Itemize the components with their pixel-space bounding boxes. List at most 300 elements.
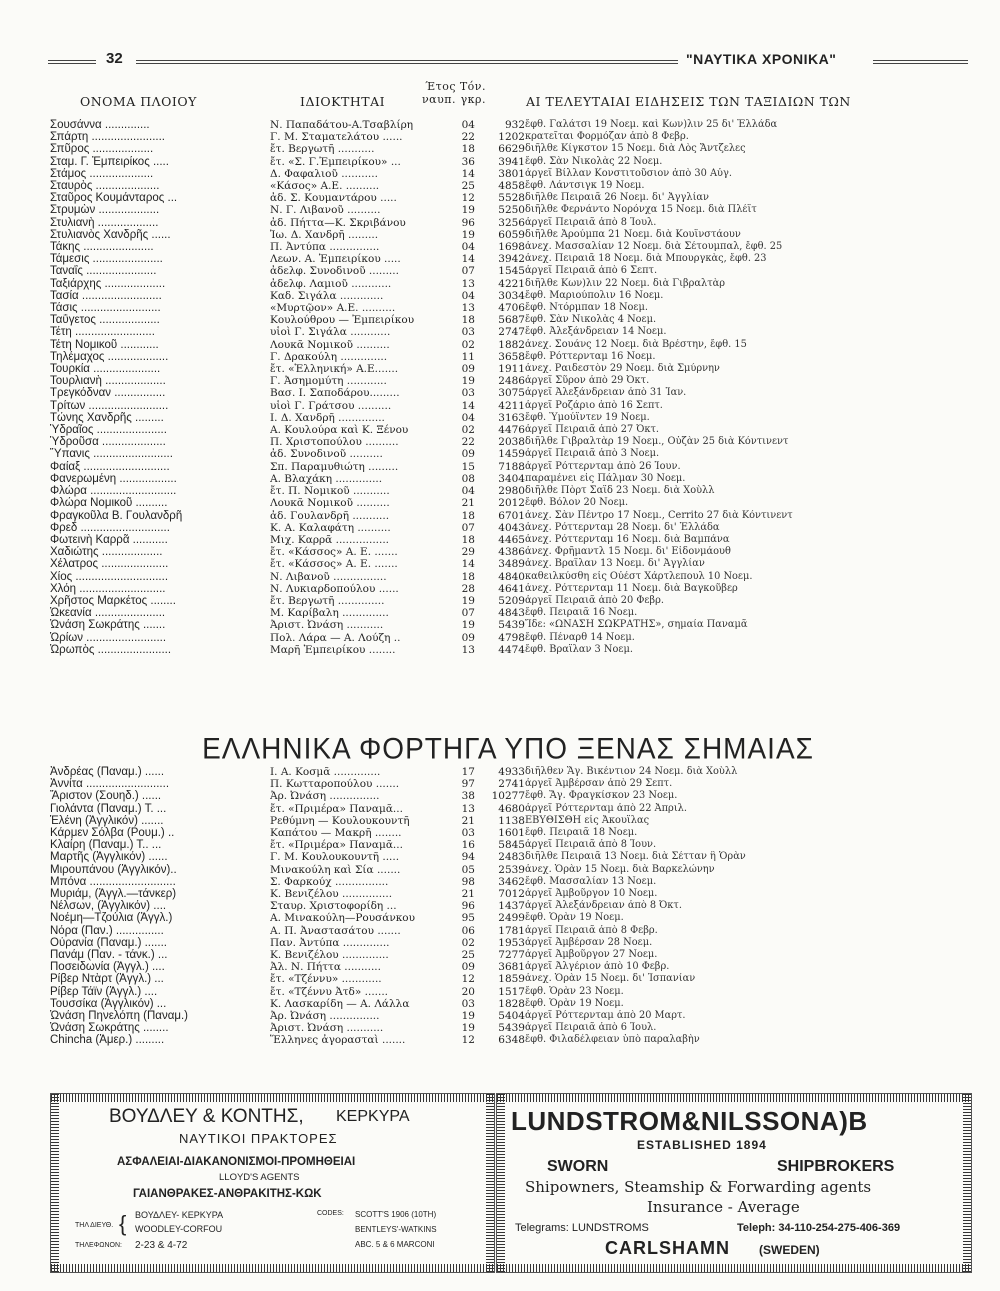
- ship-name: Νέλσων, (Ἀγγλικόν) ....: [50, 900, 167, 913]
- ship-name: Νόρα (Παν.) ...............: [50, 924, 164, 937]
- voyage-news: παραμένει εἰς Πάλμαν 30 Νοεμ.: [525, 472, 686, 484]
- ship-name: Χρῆστος Μαρκέτος ........: [50, 594, 176, 607]
- ship-name: Σταμ. Γ. Ἐμπειρίκος .....: [50, 155, 169, 168]
- table-row: [50, 839, 975, 851]
- owner: ἔτ. Π. Νομικοῦ ...........: [270, 485, 390, 498]
- owner: Λεων. Α. Ἐμπειρίκου .....: [270, 253, 401, 266]
- voyage-news: ἔφθ. Ρόττερνταμ 16 Νοεμ.: [525, 350, 656, 362]
- ad-left-codes-label: CODES:: [317, 1210, 344, 1217]
- ad-right-line1: Shipowners, Steamship & Forwarding agents: [525, 1178, 872, 1196]
- voyage-news: ἀργεῖ Πειραιᾶ ἀπὸ 3 Νοεμ.: [525, 448, 660, 460]
- ship-name: Μυριάμ, (Ἀγγλ.—τάνκερ): [50, 888, 177, 901]
- voyage-news: ἔφθ. Ἅγ. Φραγκίσκον 23 Νοεμ.: [525, 790, 678, 802]
- owner: Γ. Μ. Κουλουκουντῆ .....: [270, 851, 400, 864]
- voyage-news: ἀργεῖ Βίλλαν Κονστιτοῦσιον ἀπὸ 30 Αὐγ.: [525, 167, 732, 179]
- table-row: [50, 265, 975, 277]
- voyage-news: ἀνεχ. Ραιδεστὸν 29 Νοεμ. διὰ Σμύρνην: [525, 363, 720, 375]
- owner: Α. Π. Ἀναστασάτου .......: [270, 924, 401, 937]
- year-built: 14: [461, 167, 475, 180]
- table-row: [50, 558, 975, 570]
- year-built: 03: [461, 827, 475, 840]
- column-header-news: ΑΙ ΤΕΛΕΥΤΑΙΑΙ ΕΙΔΗΣΕΙΣ ΤΩΝ ΤΑΞΙΔΙΩΝ ΤΩΝ: [526, 94, 851, 109]
- ship-name: Ποσειδωνία (Ἀγγλ.) ....: [50, 961, 165, 974]
- tonnage: 10277: [491, 790, 525, 803]
- tonnage: 5439: [498, 1022, 525, 1035]
- section-title: ΕΛΛΗΝΙΚΑ ΦΟΡΤΗΓΑ ΥΠΟ ΞΕΝΑΣ ΣΗΜΑΙΑΣ: [202, 732, 814, 765]
- table-row: [50, 253, 975, 265]
- table-row: [50, 607, 975, 619]
- owner: Μαρῆ Ἐμπειρίκου ........: [270, 643, 396, 656]
- ad-right-telegrams: Telegrams: LUNDSTROMS: [515, 1222, 649, 1234]
- year-built: 25: [461, 949, 475, 962]
- owner: Κ. Βενιζέλου ...............: [270, 888, 393, 901]
- year-built: 19: [461, 1010, 475, 1023]
- ad-right-line2: Insurance - Average: [647, 1198, 800, 1216]
- voyage-news: ἔφθ. Μαριούπολιν 16 Νοεμ.: [525, 289, 664, 301]
- tonnage: 2499: [498, 912, 525, 925]
- voyage-news: ἀργεῖ Ροζάριο ἀπὸ 16 Σεπτ.: [525, 399, 663, 411]
- year-built: 15: [461, 460, 475, 473]
- voyage-news: διῆλθεν Ἅγ. Βικέντιον 24 Νοεμ. διὰ Χοὺλλ: [525, 766, 738, 777]
- ship-name: Φραγκοῦλα Β. Γουλανδρῆ: [50, 509, 183, 522]
- year-built: 29: [461, 546, 475, 559]
- voyage-news: ΕΒΥΘΙΣΘΗ εἰς Ἀκουΐλας: [525, 814, 650, 826]
- year-built: 38: [461, 790, 475, 803]
- voyage-news: ἀνεχ. Σὰν Πέντρο 17 Νοεμ., Cerrito 27 διὰ Κόντινεντ: [525, 509, 793, 521]
- year-built: 13: [461, 302, 475, 315]
- ship-name: Τάμεσις ......................: [50, 253, 163, 266]
- year-built: 04: [461, 289, 475, 302]
- owner: Ρεθύμνη — Κουλουκουντῆ: [270, 814, 410, 827]
- tonnage: 6059: [498, 228, 525, 241]
- year-built: 04: [461, 485, 475, 498]
- year-built: 02: [461, 338, 475, 351]
- owner: Π. Ἀντύπα ...............: [270, 241, 380, 254]
- year-built: 03: [461, 997, 475, 1010]
- tonnage: 2486: [498, 375, 525, 388]
- owner: Καπάτου — Μακρῆ ........: [270, 827, 402, 840]
- owner: Ἰω. Δ. Χανδρῆ .........: [270, 228, 379, 241]
- owner: Γ. Δρακούλη ..............: [270, 350, 388, 363]
- ad-border-top: [51, 1094, 494, 1102]
- owner: ἀδελφ. Λαμιοῦ ............: [270, 277, 392, 290]
- tonnage: 1138: [498, 814, 525, 827]
- table-row: [50, 632, 975, 644]
- owner: Ἀρ. Ὠνάση ...............: [270, 790, 380, 803]
- ad-border-left: [51, 1094, 59, 1272]
- ship-name: Κλαίρη (Παναμ.) Τ.. ...: [50, 839, 162, 852]
- column-header-year: Έτος ναυπ.: [421, 80, 456, 106]
- table-row: [50, 485, 975, 497]
- ship-name: Χαδιώτης ...................: [50, 546, 163, 559]
- ship-name: Ὠρωπὸς .......................: [50, 643, 172, 656]
- voyage-news: ἀργεῖ Πειραιᾶ ἀπὸ 8 Ἰουν.: [525, 839, 657, 851]
- voyage-news: ἔφθ. Βραΐλαν 3 Νοεμ.: [525, 643, 633, 655]
- voyage-news: ἀργεῖ Ἀλγέριον ἀπὸ 10 Φεβρ.: [525, 961, 670, 973]
- table-row: [50, 1034, 975, 1046]
- year-built: 02: [461, 936, 475, 949]
- year-built: 04: [461, 241, 475, 254]
- tonnage: 1698: [498, 241, 525, 254]
- ad-right-city: CARLSHAMN: [605, 1238, 730, 1258]
- year-built: 98: [461, 875, 475, 888]
- ship-name: Μαρτῆς (Ἀγγλικόν) ......: [50, 851, 168, 864]
- ship-name: Ἄριστον (Σουηδ.) ......: [50, 790, 162, 803]
- table-row: [50, 229, 975, 241]
- owner: Μινακούλη καὶ Σία .......: [270, 863, 401, 876]
- tonnage: 4476: [498, 424, 525, 437]
- ship-name: Τασία .........................: [50, 289, 162, 302]
- year-built: 11: [461, 350, 475, 363]
- table-row: [50, 998, 975, 1010]
- table-row: [50, 436, 975, 448]
- owner: Ἕλληνες ἀγορασταὶ .......: [270, 1034, 406, 1047]
- voyage-news: ἔφθ. Πειραιᾶ 18 Νοεμ.: [525, 827, 638, 839]
- year-built: 95: [461, 912, 475, 925]
- voyage-news: κρατεῖται Φορμόζαν ἀπὸ 8 Φεβρ.: [525, 131, 689, 143]
- tonnage: 3489: [498, 558, 525, 571]
- table-row: [50, 790, 975, 802]
- year-built: 18: [461, 143, 475, 156]
- ship-name: Ἀννίτα ..........................: [50, 778, 170, 791]
- table-row: [50, 363, 975, 375]
- voyage-news: καθειλκύσθη εἰς Οὐέστ Χάρτλεπουλ 10 Νοεμ.: [525, 570, 753, 582]
- voyage-news: ἔφθ. Φιλαδέλφειαν ὑπὸ παραλαβὴν: [525, 1034, 700, 1046]
- table-row: [50, 302, 975, 314]
- owner: Α. Κουλούρα καὶ Κ. Ξένου: [270, 424, 409, 437]
- ad-left-tel-label: ΤΗΛ ΔΙΕΥΘ.: [75, 1222, 114, 1229]
- ad-woodley-kontis: [50, 1093, 495, 1273]
- ship-name: Στυλιανὸς Χανδρῆς ......: [50, 228, 171, 241]
- table-row: [50, 204, 975, 216]
- owner: Γ. Μ. Σταματελάτου ......: [270, 131, 403, 144]
- year-built: 07: [461, 607, 475, 620]
- greek-ships-table: [50, 119, 975, 656]
- table-row: [50, 314, 975, 326]
- tonnage: 4043: [498, 521, 525, 534]
- tonnage: 3163: [498, 411, 525, 424]
- table-row: [50, 326, 975, 338]
- owner: Ἀριστ. Ὠνάση ...........: [270, 1022, 384, 1035]
- ship-name: Τέτη Νομικοῦ ............: [50, 338, 159, 351]
- tonnage: 3034: [498, 289, 525, 302]
- tonnage: 5250: [498, 204, 525, 217]
- table-row: [50, 400, 975, 412]
- year-built: 05: [461, 863, 475, 876]
- table-row: [50, 290, 975, 302]
- ship-name: Φωτεινὴ Καρρᾶ ...........: [50, 533, 168, 546]
- owner: ἀδελφ. Συνοδινοῦ .........: [270, 265, 399, 278]
- ship-name: Στυλιανὴ ...................: [50, 216, 159, 229]
- voyage-news: ἀργεῖ Ἀλεξάνδρειαν ἀπὸ 8 Ὀκτ.: [525, 900, 682, 912]
- voyage-news: ἀνεχ. Ὁρὰν 15 Νοεμ. διὰ Βαρκελώνην: [525, 863, 715, 875]
- ship-name: Ὠνάση Σωκράτης .......: [50, 619, 166, 632]
- owner: Παν. Ἀντύπα ..............: [270, 936, 390, 949]
- voyage-news: ἔφθ. Λάντσιγκ 19 Νοεμ.: [525, 180, 645, 192]
- voyage-news: ἔφθ. Βόλον 20 Νοεμ.: [525, 497, 629, 509]
- ship-name: Χίος .............................: [50, 570, 169, 583]
- tonnage: 2483: [498, 851, 525, 864]
- ship-name: Οὐρανία (Παναμ.) .......: [50, 936, 167, 949]
- table-row: [50, 766, 975, 778]
- tonnage: 1202: [498, 131, 525, 144]
- owner: Ν. Γ. Λιβανοῦ ..........: [270, 204, 381, 217]
- ad-border-left: [497, 1094, 505, 1272]
- year-built: 17: [461, 766, 475, 778]
- owner: υἱοὶ Γ. Γράτσου ..........: [270, 399, 392, 412]
- table-row: [50, 876, 975, 888]
- tonnage: 1781: [498, 924, 525, 937]
- voyage-news: διῆλθε Ἀρούμπα 21 Νοεμ. διὰ Κουΐνστάουν: [525, 228, 741, 240]
- voyage-news: ἀργεῖ Ρόττερνταμ ἀπὸ 20 Μαρτ.: [525, 1010, 686, 1022]
- year-built: 94: [461, 851, 475, 864]
- ship-name: Τώνης Χανδρῆς .........: [50, 411, 164, 424]
- table-row: [50, 900, 975, 912]
- table-row: [50, 473, 975, 485]
- ship-name: Ὡρίων .........................: [50, 631, 167, 644]
- owner: ἀδ. Γουλανδρῆ ...........: [270, 509, 390, 522]
- year-built: 18: [461, 314, 475, 327]
- ad-left-tel2: WOODLEY-CORFOU: [135, 1224, 223, 1234]
- ad-left-subtitle: ΝΑΥΤΙΚΟΙ ΠΡΑΚΤΟΡΕΣ: [179, 1131, 338, 1146]
- year-built: 97: [461, 778, 475, 791]
- table-row: [50, 803, 975, 815]
- tonnage: 1828: [498, 997, 525, 1010]
- tonnage: 5209: [498, 594, 525, 607]
- table-row: [50, 864, 975, 876]
- owner: Κ. Βενιζέλου ..............: [270, 949, 389, 962]
- voyage-news: ἀργεῖ Πειραιᾶ ἀπὸ 8 Ἰουλ.: [525, 216, 657, 228]
- year-built: 19: [461, 375, 475, 388]
- owner: ἔτ. «Τζέννυ» ............: [270, 973, 382, 986]
- year-built: 12: [461, 973, 475, 986]
- table-row: [50, 387, 975, 399]
- table-row: [50, 937, 975, 949]
- tonnage: 3462: [498, 875, 525, 888]
- owner: Ἀριστ. Ὠνάση ...........: [270, 619, 384, 632]
- header-rule-left: [48, 60, 96, 64]
- ad-left-phone-label: ΤΗΛΕΦΩΝΟΝ:: [75, 1242, 122, 1249]
- tonnage: 3942: [498, 253, 525, 266]
- owner: Α. Βλαχάκη ..............: [270, 472, 383, 485]
- owner: ἔτ. «Σ. Γ.Ἐμπειρίκου» ...: [270, 155, 401, 168]
- table-row: [50, 168, 975, 180]
- table-row: [50, 888, 975, 900]
- ship-name: Ταΰγετος ...................: [50, 314, 160, 327]
- year-built: 22: [461, 131, 475, 144]
- voyage-news: ἀνεχ. Μασσαλίαν 12 Νοεμ. διὰ Σέτουμπαλ, ἔφθ. 25: [525, 241, 783, 253]
- owner: Σ. Φαρκούχ ................: [270, 875, 389, 888]
- tonnage: 1459: [498, 448, 525, 461]
- tonnage: 4706: [498, 302, 525, 315]
- ad-right-sworn: SWORN: [547, 1158, 609, 1175]
- owner: ἔτ. Βεργωτῆ ...........: [270, 143, 375, 156]
- table-row: [50, 619, 975, 631]
- ship-name: Τρίτων .........................: [50, 399, 169, 412]
- year-built: 16: [461, 839, 475, 852]
- tonnage: 2741: [498, 778, 525, 791]
- ship-name: Τρεγκόδναν ................: [50, 387, 166, 400]
- voyage-news: ἔφθ. Ἀλεξάνδρειαν 14 Νοεμ.: [525, 326, 667, 338]
- ad-left-title: ΒΟΥΔΛΕΥ & ΚΟΝΤΗΣ,: [109, 1106, 304, 1127]
- owner: Ι. Α. Κοσμᾶ ..............: [270, 766, 381, 778]
- year-built: 12: [461, 1034, 475, 1047]
- ship-name: Μπόνα ...........................: [50, 875, 176, 888]
- year-built: 09: [461, 631, 475, 644]
- tonnage: 932: [504, 119, 525, 131]
- table-row: [50, 351, 975, 363]
- owner: Ν. Λιβανοῦ ................: [270, 570, 387, 583]
- ship-name: Φλώρα ...........................: [50, 485, 177, 498]
- voyage-news: ἔφθ. Ὑμούϊντεν 19 Νοεμ.: [525, 411, 650, 423]
- ship-name: Σπῦρος ...................: [50, 143, 154, 156]
- table-row: [50, 143, 975, 155]
- year-built: 04: [461, 119, 475, 131]
- owner: Βασ. Ι. Σαποδάρου.........: [270, 387, 400, 400]
- voyage-news: ἔφθ. Ὁρὰν 23 Νοεμ.: [525, 985, 624, 997]
- tonnage: 1517: [498, 985, 525, 998]
- voyage-news: ἔφθ. Πειραιᾶ 16 Νοεμ.: [525, 607, 638, 619]
- column-header-tons: Τόν. γκρ.: [459, 80, 486, 106]
- tonnage: 3075: [498, 387, 525, 400]
- ship-name: Τουρλιανὴ ...................: [50, 375, 166, 388]
- owner: Π. Κωτταροπούλου .......: [270, 778, 400, 791]
- tonnage: 3658: [498, 350, 525, 363]
- table-row: [50, 912, 975, 924]
- header-rule-middle: [136, 60, 678, 64]
- year-built: 03: [461, 326, 475, 339]
- tonnage: 7277: [498, 949, 525, 962]
- ship-name: Τηλέμαχος ...................: [50, 350, 169, 363]
- voyage-news: ἔφθ. Ὁρὰν 19 Νοεμ.: [525, 997, 624, 1009]
- ship-name: Ρίβερ Ντὰρτ (Ἀγγλ.) ...: [50, 973, 164, 986]
- tonnage: 1859: [498, 973, 525, 986]
- tonnage: 2747: [498, 326, 525, 339]
- tonnage: 4465: [498, 533, 525, 546]
- year-built: 18: [461, 509, 475, 522]
- owner: Καδ. Σιγάλα .............: [270, 289, 384, 302]
- voyage-news: ἀνεχ. Φρῆμαντλ 15 Νοεμ. δι' Εἰδονμάουθ: [525, 546, 731, 558]
- owner: ἔτ. «Πριμέρα» Παναμᾶ...: [270, 839, 403, 852]
- year-built: 13: [461, 802, 475, 815]
- ship-name: Γιολάντα (Παναμ.) Τ. ...: [50, 802, 167, 815]
- ad-right-title: LUNDSTROM&NILSSONA)B: [511, 1106, 868, 1136]
- tonnage: 4221: [498, 277, 525, 290]
- ship-name: Ὠνάση Σωκράτης ........: [50, 1022, 169, 1035]
- year-built: 18: [461, 533, 475, 546]
- owner: Λουκᾶ Νομικοῦ ..........: [270, 497, 390, 510]
- ship-name: Σουσάννα ..............: [50, 119, 150, 131]
- voyage-news: ἀργεῖ Ἀμβοῦργον 10 Νοεμ.: [525, 888, 658, 900]
- tonnage: 2038: [498, 436, 525, 449]
- ship-name: Φλώρα Νομικοῦ ..........: [50, 497, 168, 510]
- ship-name: Χλόη ...........................: [50, 582, 166, 595]
- ad-border-bottom: [51, 1264, 494, 1272]
- ship-name: Ὑδραῖος ......................: [50, 424, 167, 437]
- voyage-news: διῆλθε Κων)λιν 22 Νοεμ. διὰ Γιβραλτὰρ: [525, 277, 725, 289]
- owner: Μιχ. Καρρᾶ ................: [270, 533, 390, 546]
- year-built: 13: [461, 277, 475, 290]
- table-row: [50, 961, 975, 973]
- ship-name: Στάμος ....................: [50, 167, 154, 180]
- year-built: 09: [461, 961, 475, 974]
- ship-name: Τουσσίκα (Ἀγγλικόν) ...: [50, 997, 167, 1010]
- tonnage: 4211: [498, 399, 525, 412]
- table-row: [50, 1022, 975, 1034]
- year-built: 21: [461, 814, 475, 827]
- table-row: [50, 461, 975, 473]
- ship-name: Κάρμεν Σόλβα (Ρουμ.) ..: [50, 827, 175, 840]
- tonnage: 1545: [498, 265, 525, 278]
- tonnage: 4386: [498, 546, 525, 559]
- table-row: [50, 534, 975, 546]
- owner: Ἀλ. Ν. Πήττα ...........: [270, 961, 381, 974]
- table-row: [50, 522, 975, 534]
- table-row: [50, 595, 975, 607]
- table-row: [50, 571, 975, 583]
- table-row: [50, 497, 975, 509]
- tonnage: 4933: [498, 766, 525, 778]
- owner: Δ. Φαφαλιοῦ ...........: [270, 167, 378, 180]
- table-row: [50, 192, 975, 204]
- voyage-news: ἀνεχ. Σουάνς 12 Νοεμ. διὰ Βρέστην, ἔφθ. 15: [525, 338, 747, 350]
- owner: Ι. Δ. Χανδρῆ ..............: [270, 411, 385, 424]
- year-built: 21: [461, 888, 475, 901]
- tonnage: 2012: [498, 497, 525, 510]
- tonnage: 5404: [498, 1010, 525, 1023]
- table-row: [50, 119, 975, 131]
- owner: ἀδ. Πήττα—Κ. Σκριβάνου: [270, 216, 406, 229]
- ship-name: Σταυρὸς ....................: [50, 180, 160, 193]
- ship-name: Φρεδ ............................: [50, 521, 170, 534]
- voyage-news: ἀργεῖ Πειραιᾶ ἀπὸ 20 Φεβρ.: [525, 594, 664, 606]
- tonnage: 4798: [498, 631, 525, 644]
- header-rule-right: [873, 60, 968, 64]
- page-number: 32: [106, 50, 123, 67]
- page: [38, 0, 978, 1291]
- ad-left-phone: 2-23 & 4-72: [135, 1240, 188, 1251]
- owner: Π. Χριστοπούλου ..........: [270, 436, 399, 449]
- year-built: 14: [461, 253, 475, 266]
- owner: Σπ. Παραμυθιώτη .........: [270, 460, 399, 473]
- tonnage: 3681: [498, 961, 525, 974]
- voyage-news: ἀργεῖ Ἀμβέρσαν ἀπὸ 29 Σεπτ.: [525, 778, 673, 790]
- owner: «Κάσος» Α.Ε. ..........: [270, 180, 380, 193]
- voyage-news: ἔφθ. Σὰν Νικολὰς 4 Νοεμ.: [525, 314, 657, 326]
- year-built: 09: [461, 448, 475, 461]
- ship-name: Φαίαξ ...........................: [50, 460, 170, 473]
- ship-name: Chincha (Ἀμερ.) .........: [50, 1034, 165, 1047]
- column-header-name: ΟΝΟΜΑ ΠΛΟΙΟΥ: [80, 94, 197, 109]
- voyage-news: διῆλθε Πὸρτ Σαΐδ 23 Νοεμ. διὰ Χοὺλλ: [525, 485, 715, 497]
- voyage-news: Ἴδε: «ΩΝΑΣΗ ΣΩΚΡΑΤΗΣ», σημαία Παναμᾶ: [525, 619, 748, 631]
- tonnage: 1601: [498, 827, 525, 840]
- voyage-news: διῆλθε Γιβραλτὰρ 19 Νοεμ., Οὐζὰν 25 διὰ Κόντινεντ: [525, 436, 789, 448]
- ad-left-tel1: ΒΟΥΔΛΕΥ- ΚΕΡΚΥΡΑ: [135, 1210, 224, 1220]
- table-row: [50, 1010, 975, 1022]
- ad-right-teleph: Teleph: 34-110-254-275-406-369: [737, 1222, 901, 1234]
- voyage-news: ἀργεῖ Σῦρον ἀπὸ 29 Ὀκτ.: [525, 375, 650, 387]
- year-built: 19: [461, 204, 475, 217]
- voyage-news: ἀνεχ. Βραΐλαν 13 Νοεμ. δι' Ἀγγλίαν: [525, 558, 705, 570]
- voyage-news: διῆλθε Πειραιᾶ 13 Νοεμ. διὰ Σέτταν ἢ Ὁρὰν: [525, 851, 746, 863]
- year-built: 14: [461, 399, 475, 412]
- tonnage: 6348: [498, 1034, 525, 1047]
- owner: Πολ. Λάρα — Α. Λούζη ..: [270, 631, 401, 644]
- ship-name: Ὠνάση Πηνελόπη (Παναμ.): [50, 1010, 188, 1023]
- year-built: 19: [461, 228, 475, 241]
- voyage-news: διῆλθε Φερνάντο Νορόνχα 15 Νοεμ. διὰ Πλέϊτ: [525, 204, 757, 216]
